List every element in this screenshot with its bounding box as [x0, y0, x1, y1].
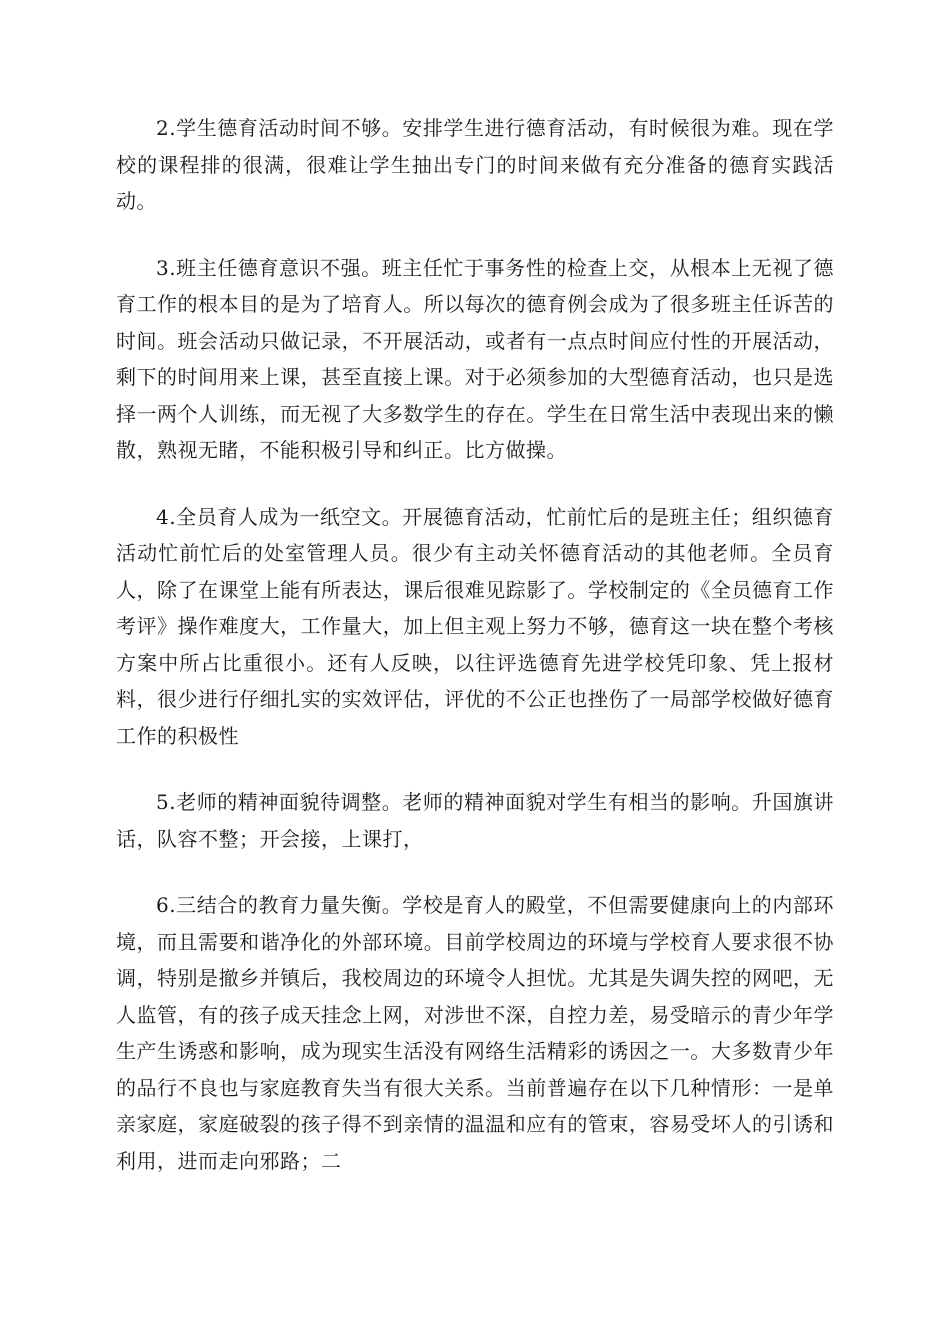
paragraph-item-4: 4.全员育人成为一纸空文。开展德育活动，忙前忙后的是班主任；组织德育活动忙前忙后的处室管理人员。很少有主动关怀德育活动的其他老师。全员育人，除了在课堂上能有所表达，课后很难见踪影了。学校制定的《全员德育工作考评》操作难度大，工作量大，加上但主观上努力不够，德育这一块在整个考核方案中所占比重很小。还有人反映，以往评选德育先进学校凭印象、凭上报材料，很少进行仔细扎实的实效评估，评优的不公正也挫伤了一局部学校做好德育工作的积极性: [116, 504, 834, 748]
document-body: [116, 110, 834, 1209]
paragraph-item-6: 6.三结合的教育力量失衡。学校是育人的殿堂，不但需要健康向上的内部环境，而且需要和谐净化的外部环境。目前学校周边的环境与学校育人要求很不协调，特别是撤乡并镇后，我校周边的环境令人担忧。尤其是失调失控的网吧，无人监管，有的孩子成天挂念上网，对涉世不深，自控力差，易受暗示的青少年学生产生诱惑和影响，成为现实生活没有网络生活精彩的诱因之一。大多数青少年的品行不良也与家庭教育失当有很大关系。当前普遍存在以下几种情形：一是单亲家庭，家庭破裂的孩子得不到亲情的温温和应有的管束，容易受坏人的引诱和利用，进而走向邪路；二: [116, 893, 834, 1173]
paragraph-item-3: 3.班主任德育意识不强。班主任忙于事务性的检查上交，从根本上无视了德育工作的根本目的是为了培育人。所以每次的德育例会成为了很多班主任诉苦的时间。班会活动只做记录，不开展活动，或者有一点点时间应付性的开展活动，剩下的时间用来上课，甚至直接上课。对于必须参加的大型德育活动，也只是选择一两个人训练，而无视了大多数学生的存在。学生在日常生活中表现出来的懒散，熟视无睹，不能积极引导和纠正。比方做操。: [116, 255, 834, 462]
paragraph-item-2: 2.学生德育活动时间不够。安排学生进行德育活动，有时候很为难。现在学校的课程排的很满，很难让学生抽出专门的时间来做有充分准备的德育实践活动。: [116, 116, 834, 213]
paragraph-item-5: 5.老师的精神面貌待调整。老师的精神面貌对学生有相当的影响。升国旗讲话，队容不整；开会接，上课打，: [116, 790, 834, 851]
